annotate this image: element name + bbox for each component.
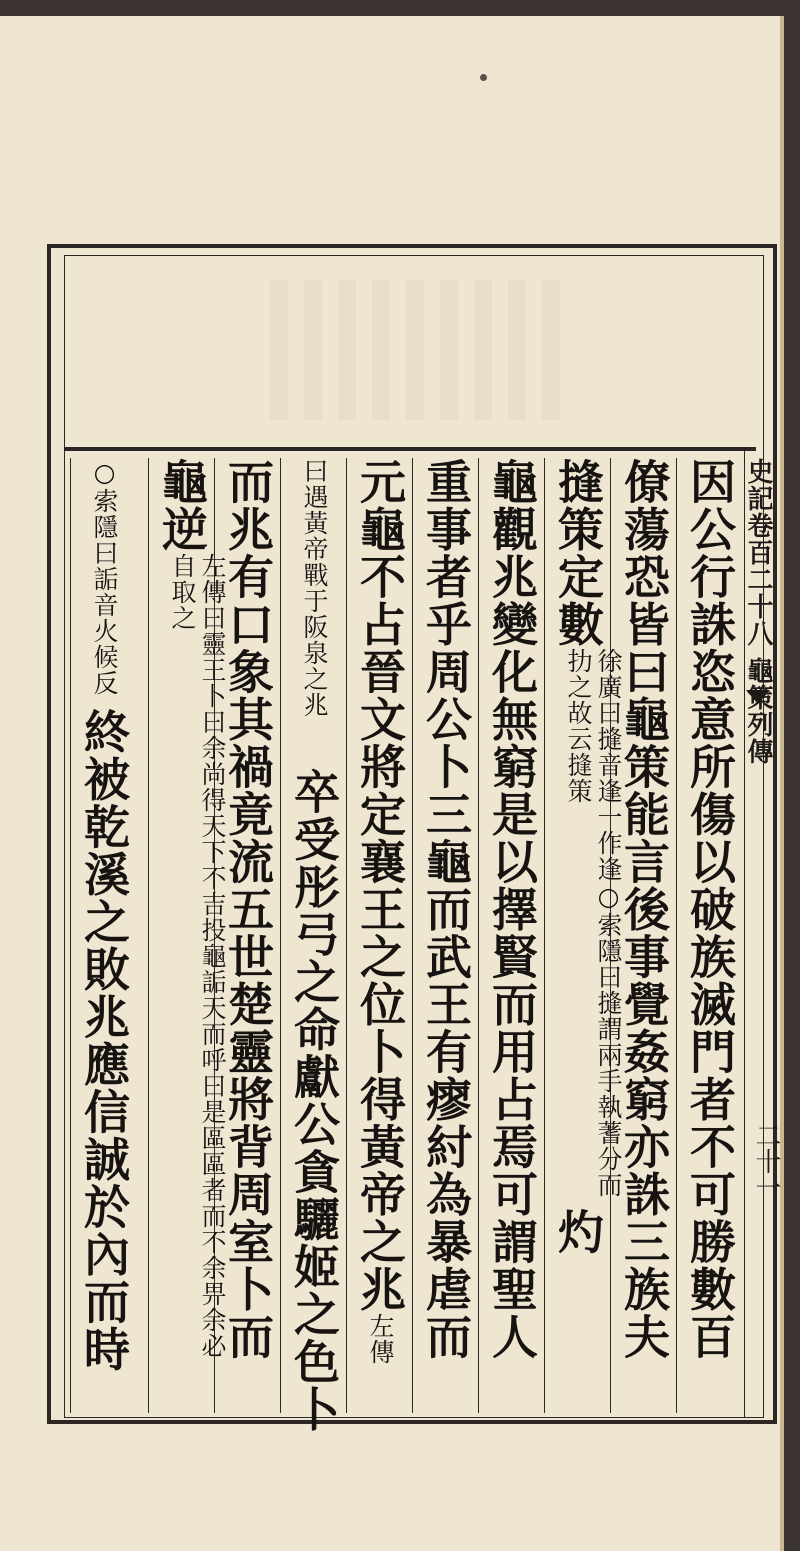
main-text: 而兆有口象其禍竟流五世楚靈將背周室卜而: [221, 458, 275, 1361]
commentary-note: ○索隱曰詬音火候反: [90, 458, 119, 696]
bleed-through-ghost: [270, 280, 570, 420]
text-column-5: [412, 458, 478, 1413]
text-column-1: [676, 458, 742, 1413]
main-text: 重事者乎周公卜三龜而武王有瘳紂為暴虐而: [419, 458, 473, 1361]
text-column-9: [148, 458, 227, 1413]
main-text: 摓策定數: [551, 458, 605, 648]
text-column-7: [280, 458, 346, 1433]
main-text: 灼: [551, 1208, 605, 1256]
text-column-6: [346, 458, 412, 1413]
main-text: 因公行誅恣意所傷以破族滅門者不可勝數百: [683, 458, 737, 1361]
text-column-4: [478, 458, 544, 1413]
commentary-note: 徐廣曰摓音逢一作逢○索隱曰摓謂兩手執蓍分而扐之故云摓策: [564, 648, 623, 1198]
fold-chapter-title: 龜策列傳: [743, 657, 773, 766]
commentary-note: 曰遇黃帝戰于阪泉之兆: [300, 458, 329, 718]
main-text: 龜觀兆變化無窮是以擇賢而用占焉可謂聖人: [485, 458, 539, 1361]
commentary-note: 左傳: [366, 1313, 395, 1365]
fold-volume-title: 史記卷百二十八: [743, 458, 773, 647]
ink-spot: [480, 74, 487, 81]
text-column-10: [70, 458, 148, 1413]
fold-title: [744, 458, 772, 765]
folio-number: 二十一: [751, 1122, 781, 1200]
main-text: 終被乾溪之敗兆應信誠於內而時: [77, 708, 131, 1373]
main-text: 僚蕩恐皆曰龜策能言後事覺姦窮亦誅三族夫: [617, 458, 671, 1361]
text-column-3: [544, 458, 623, 1413]
fish-tail-mark: [746, 690, 770, 704]
main-text: 龜逆: [155, 458, 209, 553]
main-text: 元龜不占晉文將定襄王之位卜得黃帝之兆: [353, 458, 407, 1313]
commentary-note: 左傳曰靈王卜曰余尚得天下不吉投龜詬天而呼曰是區區者而不余畀余必自取之: [168, 553, 227, 1359]
main-text: 卒受彤弓之命獻公貪驪姬之色卜: [287, 768, 341, 1433]
